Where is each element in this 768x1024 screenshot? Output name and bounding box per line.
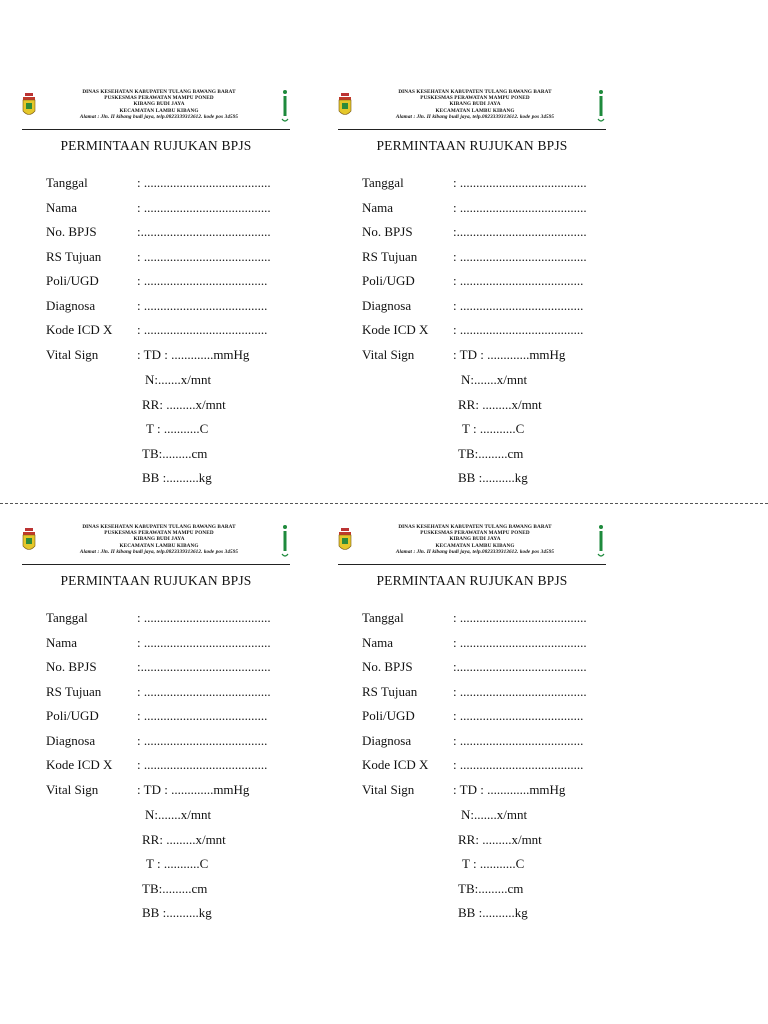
field-value: :........................................ [453,224,587,239]
field-value: : ....................................... [137,175,271,190]
field-label: Vital Sign [46,782,99,797]
header-agency: DINAS KESEHATAN KABUPATEN TULANG BAWANG BARAT [82,524,236,530]
field-label: No. BPJS [46,659,97,674]
field-value: : ....................................... [137,635,271,650]
field-label: Kode ICD X [362,322,429,337]
field-label: Diagnosa [362,298,412,313]
field-value: : TD : .............mmHg [137,347,250,362]
field-value: :........................................ [137,224,271,239]
field-value: : ...................................... [137,273,268,288]
field-value: : ...................................... [137,708,268,723]
health-logo-icon [596,524,606,558]
header-agency: DINAS KESEHATAN KABUPATEN TULANG BAWANG BARAT [398,524,552,530]
vital-sign-entry: N:.......x/mnt [461,807,528,822]
letterhead [338,524,606,565]
vital-sign-entry: RR: .........x/mnt [142,397,226,412]
field-label: RS Tujuan [362,249,418,264]
field-label: Poli/UGD [362,273,415,288]
field-value: : ....................................... [137,610,271,625]
field-label: No. BPJS [362,659,413,674]
referral-form [317,517,627,920]
field-label: Tanggal [362,175,404,190]
field-value: : ...................................... [137,298,268,313]
health-logo-icon [280,89,290,123]
field-value: : TD : .............mmHg [453,782,566,797]
header-address: Alamat : Jln. II kibang budi jaya, telp.0823339313612. kode pos 34595 [79,113,239,120]
regency-emblem-icon [338,524,352,554]
field-label: RS Tujuan [46,684,102,699]
field-value: : ...................................... [453,273,584,288]
letterhead [22,524,290,565]
field-label: Diagnosa [46,733,96,748]
field-value: : ...................................... [137,757,268,772]
field-value: : TD : .............mmHg [453,347,566,362]
field-label: Poli/UGD [46,708,99,723]
field-value: : ....................................... [453,249,587,264]
field-label: Diagnosa [362,733,412,748]
field-label: Kode ICD X [362,757,429,772]
vital-sign-entry: BB :..........kg [458,905,528,920]
vital-sign-entry: TB:.........cm [458,446,524,461]
vital-sign-entry: RR: .........x/mnt [142,832,226,847]
health-logo-icon [596,89,606,123]
vital-sign-entry: RR: .........x/mnt [458,397,542,412]
field-value: : ....................................... [453,635,587,650]
vital-sign-entry: T : ...........C [146,421,209,436]
field-value: : ...................................... [453,322,584,337]
vital-sign-entry: T : ...........C [462,421,525,436]
referral-form [1,82,311,485]
header-facility: PUSKESMAS PERAWATAN MAMPU PONED [420,530,530,537]
header-facility: PUSKESMAS PERAWATAN MAMPU PONED [420,95,530,102]
header-agency: DINAS KESEHATAN KABUPATEN TULANG BAWANG BARAT [82,89,236,95]
field-value: : ....................................... [137,249,271,264]
regency-emblem-icon [22,89,36,119]
field-label: RS Tujuan [46,249,102,264]
vital-sign-entry: T : ...........C [462,856,525,871]
header-address: Alamat : Jln. II kibang budi jaya, telp.0823339313612. kode pos 34595 [395,548,555,555]
field-value: :........................................ [453,659,587,674]
field-label: Nama [46,200,78,215]
header-village: KIBANG BUDI JAYA [133,101,185,108]
field-label: Vital Sign [362,347,415,362]
field-label: No. BPJS [46,224,97,239]
vital-sign-entry: TB:.........cm [142,446,208,461]
field-label: Kode ICD X [46,322,113,337]
cut-line-divider [0,503,768,504]
field-label: Tanggal [362,610,404,625]
vital-sign-entry: BB :..........kg [142,905,212,920]
field-value: : ....................................... [453,200,587,215]
health-logo-icon [280,524,290,558]
header-address: Alamat : Jln. II kibang budi jaya, telp.0823339313612. kode pos 34595 [395,113,555,120]
vital-sign-entry: RR: .........x/mnt [458,832,542,847]
letterhead [22,89,290,130]
header-facility: PUSKESMAS PERAWATAN MAMPU PONED [104,530,214,537]
field-value: : ...................................... [137,322,268,337]
field-label: Nama [46,635,78,650]
header-district: KECAMATAN LAMBU KIBANG [435,107,515,114]
field-value: : ....................................... [137,684,271,699]
field-label: Nama [362,635,394,650]
vital-sign-entry: TB:.........cm [142,881,208,896]
header-facility: PUSKESMAS PERAWATAN MAMPU PONED [104,95,214,102]
field-value: : ...................................... [453,298,584,313]
form-title: PERMINTAAN RUJUKAN BPJS [376,138,568,153]
regency-emblem-icon [338,89,352,119]
field-value: : ....................................... [453,610,587,625]
header-village: KIBANG BUDI JAYA [133,536,185,543]
form-title: PERMINTAAN RUJUKAN BPJS [60,573,252,588]
vital-sign-entry: TB:.........cm [458,881,524,896]
field-value: : TD : .............mmHg [137,782,250,797]
vital-sign-entry: N:.......x/mnt [145,807,212,822]
field-label: Tanggal [46,175,88,190]
header-district: KECAMATAN LAMBU KIBANG [435,542,515,549]
field-label: Nama [362,200,394,215]
field-label: No. BPJS [362,224,413,239]
regency-emblem-icon [22,524,36,554]
field-value: : ....................................... [137,200,271,215]
field-value: : ....................................... [453,684,587,699]
header-village: KIBANG BUDI JAYA [449,536,501,543]
header-village: KIBANG BUDI JAYA [449,101,501,108]
field-label: Poli/UGD [46,273,99,288]
field-value: : ...................................... [453,757,584,772]
form-title: PERMINTAAN RUJUKAN BPJS [376,573,568,588]
field-value: : ...................................... [453,733,584,748]
header-district: KECAMATAN LAMBU KIBANG [119,542,199,549]
field-label: RS Tujuan [362,684,418,699]
field-label: Vital Sign [362,782,415,797]
vital-sign-entry: T : ...........C [146,856,209,871]
field-value: :........................................ [137,659,271,674]
letterhead [338,89,606,130]
field-value: : ....................................... [453,175,587,190]
field-value: : ...................................... [137,733,268,748]
vital-sign-entry: BB :..........kg [142,470,212,485]
field-label: Kode ICD X [46,757,113,772]
referral-form [317,82,627,485]
field-label: Poli/UGD [362,708,415,723]
referral-form [1,517,311,920]
header-agency: DINAS KESEHATAN KABUPATEN TULANG BAWANG BARAT [398,89,552,95]
form-title: PERMINTAAN RUJUKAN BPJS [60,138,252,153]
vital-sign-entry: N:.......x/mnt [461,372,528,387]
field-value: : ...................................... [453,708,584,723]
header-address: Alamat : Jln. II kibang budi jaya, telp.0823339313612. kode pos 34595 [79,548,239,555]
vital-sign-entry: N:.......x/mnt [145,372,212,387]
vital-sign-entry: BB :..........kg [458,470,528,485]
header-district: KECAMATAN LAMBU KIBANG [119,107,199,114]
field-label: Vital Sign [46,347,99,362]
field-label: Tanggal [46,610,88,625]
field-label: Diagnosa [46,298,96,313]
